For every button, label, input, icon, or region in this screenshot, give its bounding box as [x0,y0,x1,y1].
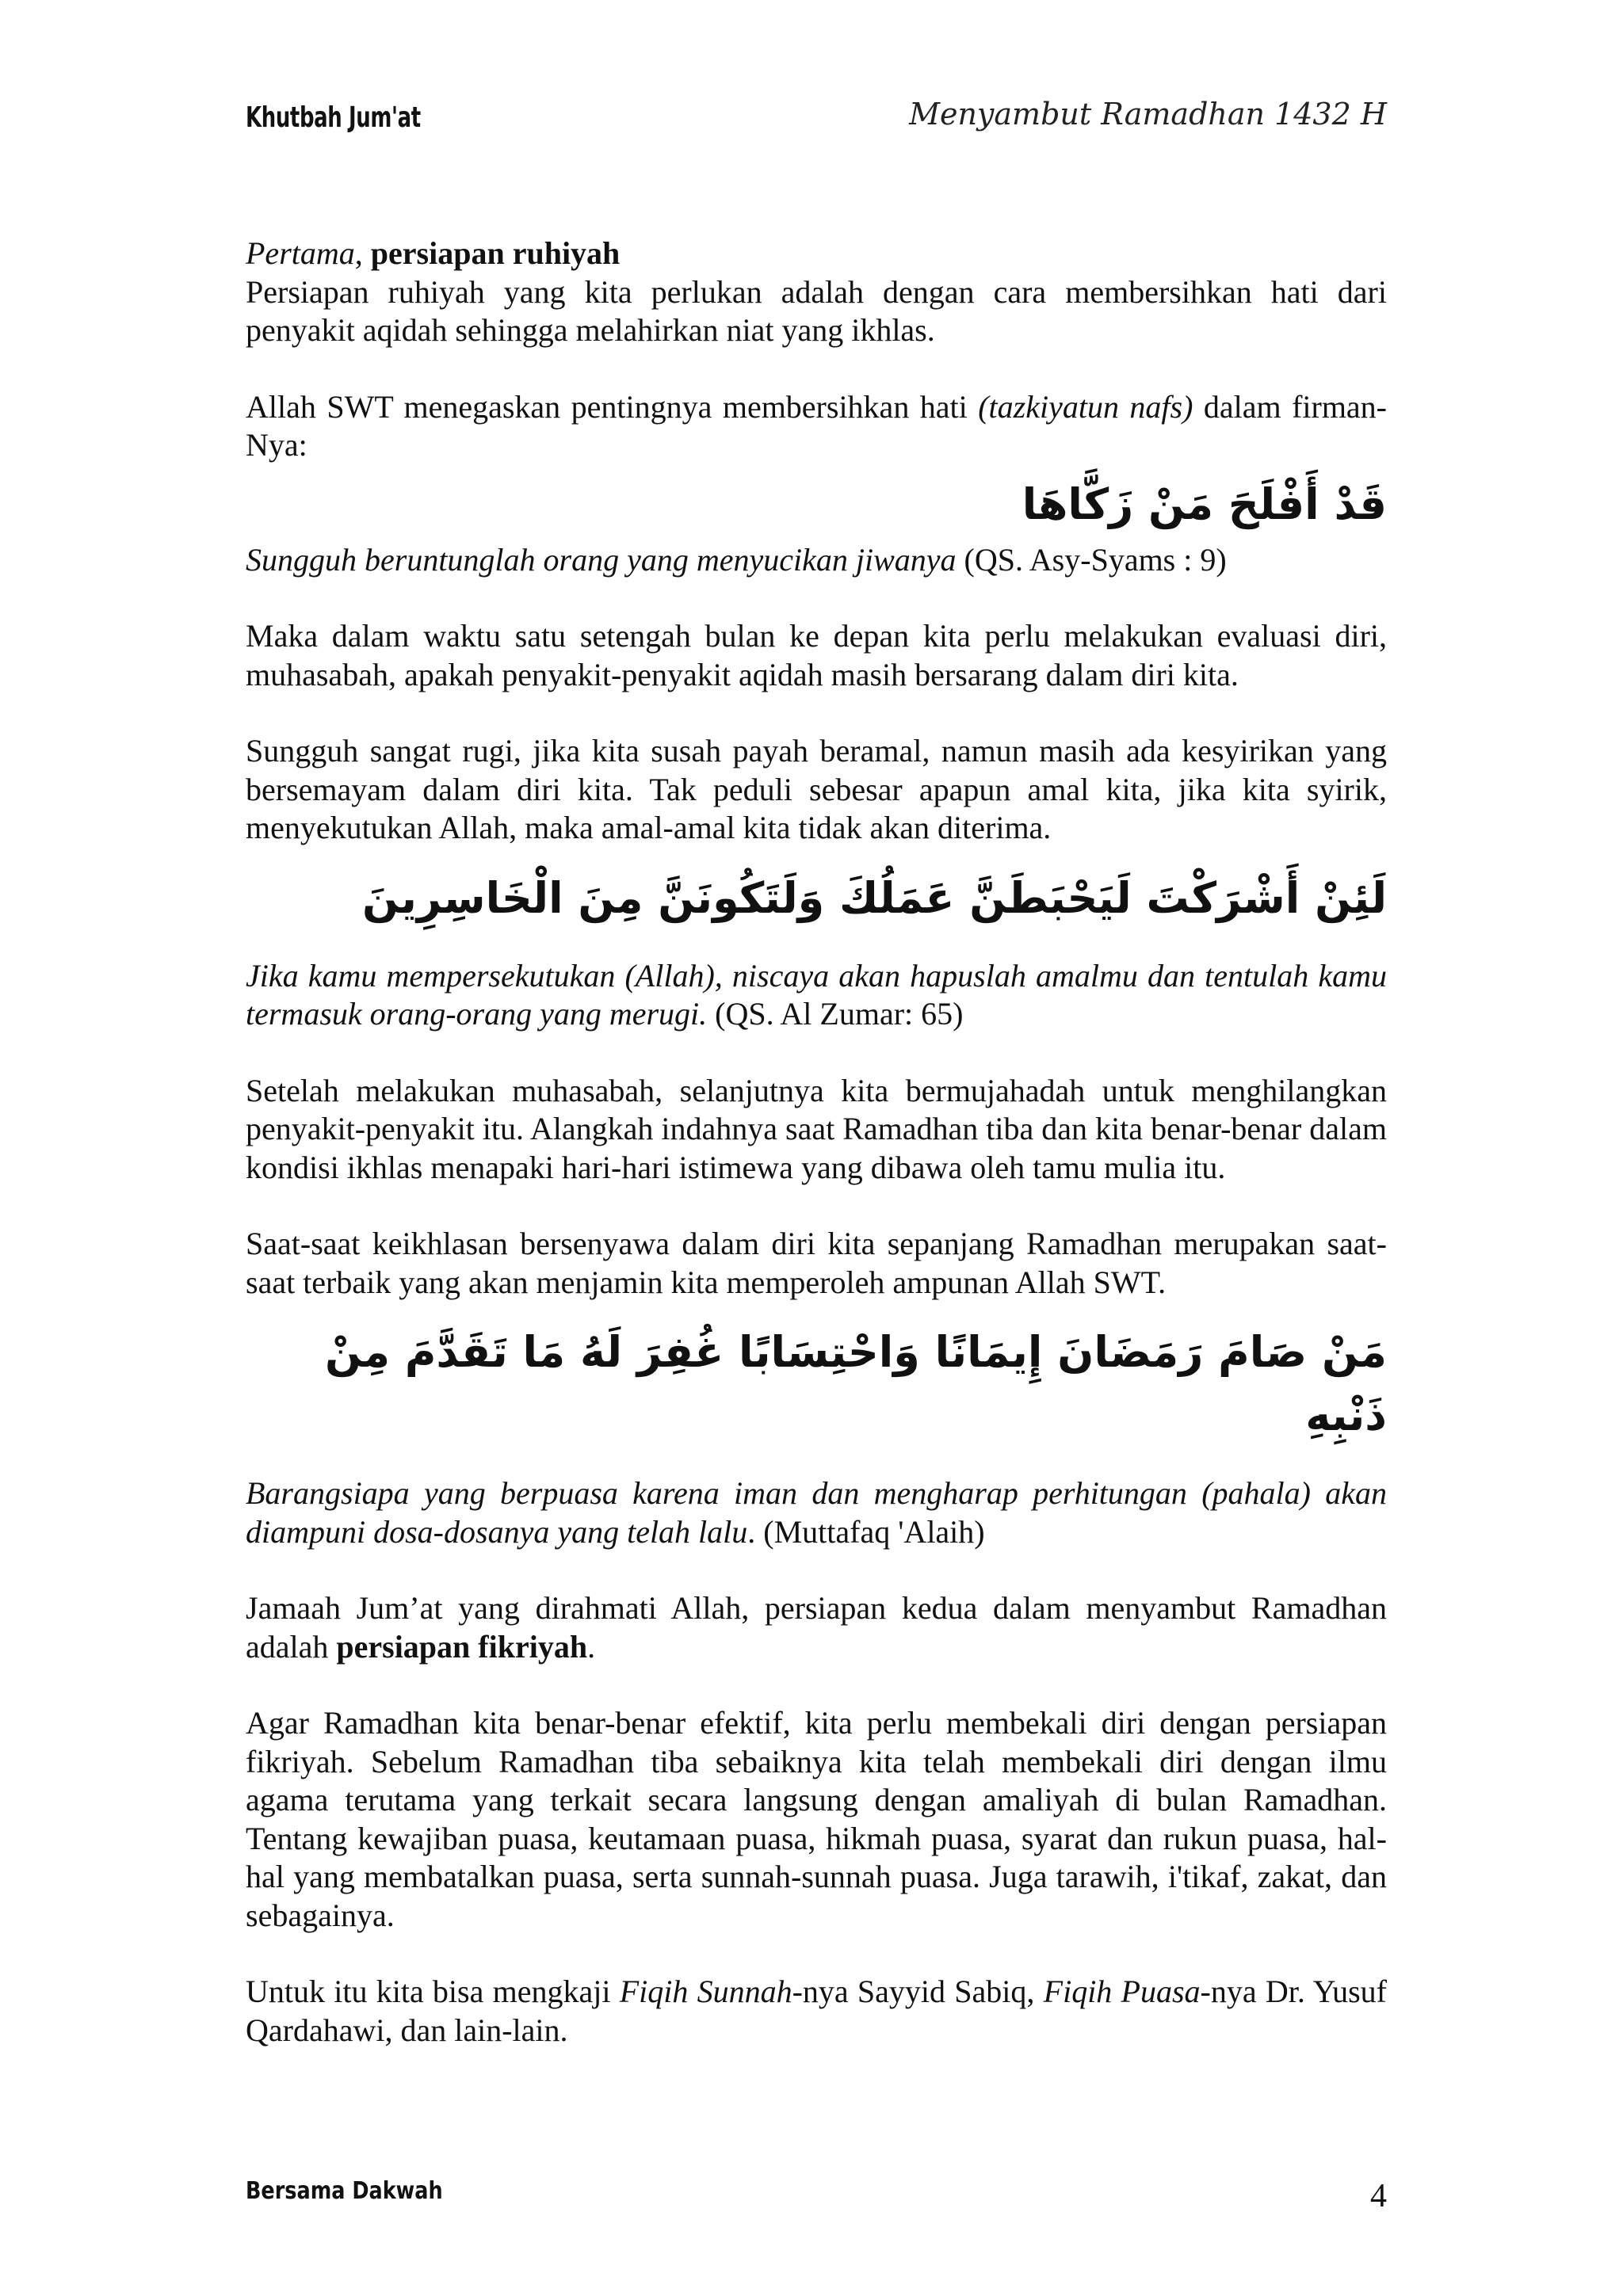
header-title: Khutbah Jum'at [246,101,421,134]
paragraph-8: Agar Ramadhan kita benar-benar efektif, kita perlu membekali diri dengan persiapan fikriyah. Sebelum Ramadhan tiba sebaiknya kita telah membekali diri dengan ilmu agama terutama yang terkait secara langsung dengan amaliyah di bulan Ramadhan. Tentang kewajiban puasa, keutamaan puasa, hikmah puasa, syarat dan rukun puasa, hal-hal yang membatalkan puasa, serta sunnah-sunnah puasa. Juga tarawih, i'tikaf, zakat, dan sebagainya. [246,1705,1387,1933]
paragraph-3: Maka dalam waktu satu setengah bulan ke depan kita perlu melakukan evaluasi diri, muhasabah, apakah penyakit-penyakit aqidah masih bersarang dalam diri kita. [246,618,1387,692]
arabic-verse-1: قَدْ أَفْلَحَ مَنْ زَكَّاهَا [1022,479,1387,529]
paragraph-1: Persiapan ruhiyah yang kita perlukan adalah dengan cara membersihkan hati dari penyakit aqidah sehingga melahirkan niat yang ikhlas. [246,273,1387,348]
paragraph-2: Allah SWT menegaskan pentingnya membersihkan hati (tazkiyatun nafs) dalam firman-Nya: [246,388,1388,463]
header-subtitle: Menyambut Ramadhan 1432 H [909,97,1387,132]
translation-2: Jika kamu mempersekutukan (Allah), niscaya akan hapuslah amalmu dan tentulah kamu termasuk orang-orang yang merugi. (QS. Al Zumar: 65) [246,957,1387,1032]
translation-3: Barangsiapa yang berpuasa karena iman dan mengharap perhitungan (pahala) akan diampuni dosa-dosanya yang telah lalu. (Muttafaq 'Alaih) [246,1475,1387,1550]
paragraph-4: Sungguh sangat rugi, jika kita susah payah beramal, namun masih ada kesyirikan yang bersemayam dalam diri kita. Tak peduli sebesar apapun amal kita, jika kita syirik, menyekutukan Allah, maka amal-amal kita tidak akan diterima. [246,733,1387,845]
translation-1: Sungguh beruntunglah orang yang menyucikan jiwanya (QS. Asy-Syams : 9) [246,541,1227,578]
arabic-verse-2: لَئِنْ أَشْرَكْتَ لَيَحْبَطَنَّ عَمَلُكَ وَلَتَكُونَنَّ مِنَ الْخَاسِرِينَ [362,872,1387,923]
document-body [246,235,1387,2088]
paragraph-6: Saat-saat keikhlasan bersenyawa dalam diri kita sepanjang Ramadhan merupakan saat-saat terbaik yang akan menjamin kita memperoleh ampunan Allah SWT. [246,1226,1387,1300]
section-heading: Pertama, persiapan ruhiyah [246,235,621,271]
arabic-hadith: مَنْ صَامَ رَمَضَانَ إِيمَانًا وَاحْتِسَابًا غُفِرَ لَهُ مَا تَقَدَّمَ مِنْ ذَنْبِهِ [324,1327,1387,1440]
footer-brand: Bersama Dakwah [246,2177,443,2205]
page-number: 4 [1370,2178,1387,2214]
paragraph-9: Untuk itu kita bisa mengkaji Fiqih Sunnah-nya Sayyid Sabiq, Fiqih Puasa-nya Dr. Yusuf Qardahawi, dan lain-lain. [246,1974,1387,2048]
paragraph-5: Setelah melakukan muhasabah, selanjutnya kita bermujahadah untuk menghilangkan penyakit-penyakit itu. Alangkah indahnya saat Ramadhan tiba dan kita benar-benar dalam kondisi ikhlas menapaki hari-hari istimewa yang dibawa oleh tamu mulia itu. [246,1072,1387,1185]
paragraph-7: Jamaah Jum’at yang dirahmati Allah, persiapan kedua dalam menyambut Ramadhan adalah persiapan fikriyah. [246,1590,1387,1665]
